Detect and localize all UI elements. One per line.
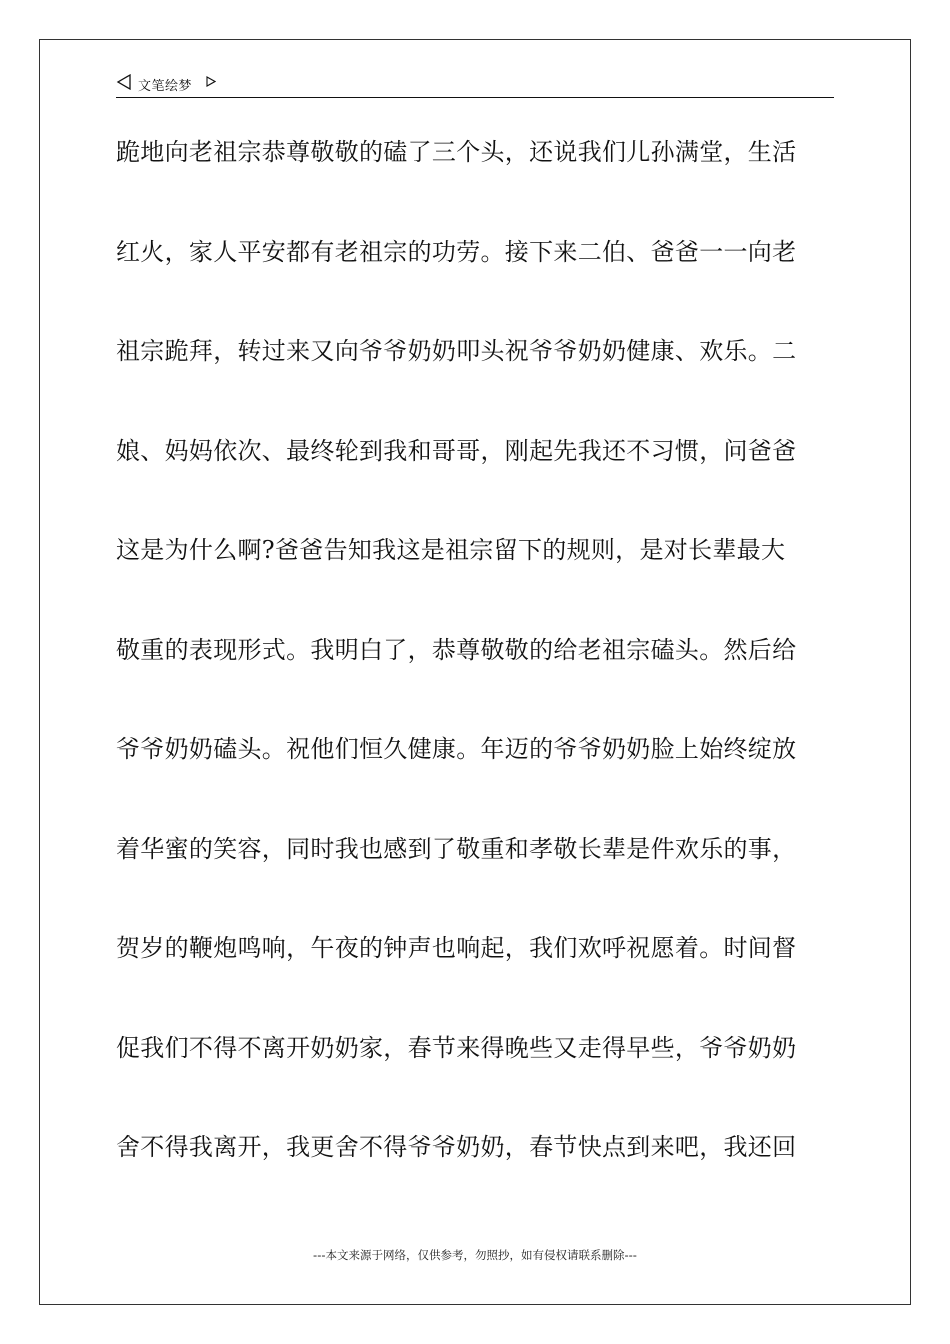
text-line: 贺岁的鞭炮鸣响，午夜的钟声也响起，我们欢呼祝愿着。时间督 xyxy=(116,934,797,962)
footer-disclaimer: ---本文来源于网络，仅供参考，勿照抄，如有侵权请联系删除--- xyxy=(313,1248,637,1262)
text-line: 娘、妈妈依次、最终轮到我和哥哥，刚起先我还不习惯，问爸爸 xyxy=(116,436,797,465)
text-line: 爷爷奶奶磕头。祝他们恒久健康。年迈的爷爷奶奶脸上始终绽放 xyxy=(116,735,797,763)
text-line: 红火，家人平安都有老祖宗的功劳。接下来二伯、爸爸一一向老 xyxy=(116,237,797,266)
text-line: 祖宗跪拜，转过来又向爷爷奶奶叩头祝爷爷奶奶健康、欢乐。二 xyxy=(116,337,797,365)
text-line: 舍不得我离开，我更舍不得爷爷奶奶，春节快点到来吧，我还回 xyxy=(116,1133,797,1161)
page-header xyxy=(116,70,834,98)
text-line: 促我们不得不离开奶奶家，春节来得晚些又走得早些，爷爷奶奶 xyxy=(116,1033,797,1062)
document-body xyxy=(116,128,836,1223)
text-line: 跪地向老祖宗恭尊敬敬的磕了三个头，还说我们儿孙满堂，生活 xyxy=(116,138,797,166)
text-line: 敬重的表现形式。我明白了，恭尊敬敬的给老祖宗磕头。然后给 xyxy=(116,635,797,664)
brand-title: 文笔绘梦 xyxy=(138,79,193,94)
left-triangle-icon xyxy=(116,74,132,90)
right-triangle-icon xyxy=(205,76,216,87)
text-line: 着华蜜的笑容，同时我也感到了敬重和孝敬长辈是件欢乐的事， xyxy=(116,834,797,863)
text-line: 这是为什么啊?爸爸告知我这是祖宗留下的规则，是对长辈最大 xyxy=(116,536,786,564)
